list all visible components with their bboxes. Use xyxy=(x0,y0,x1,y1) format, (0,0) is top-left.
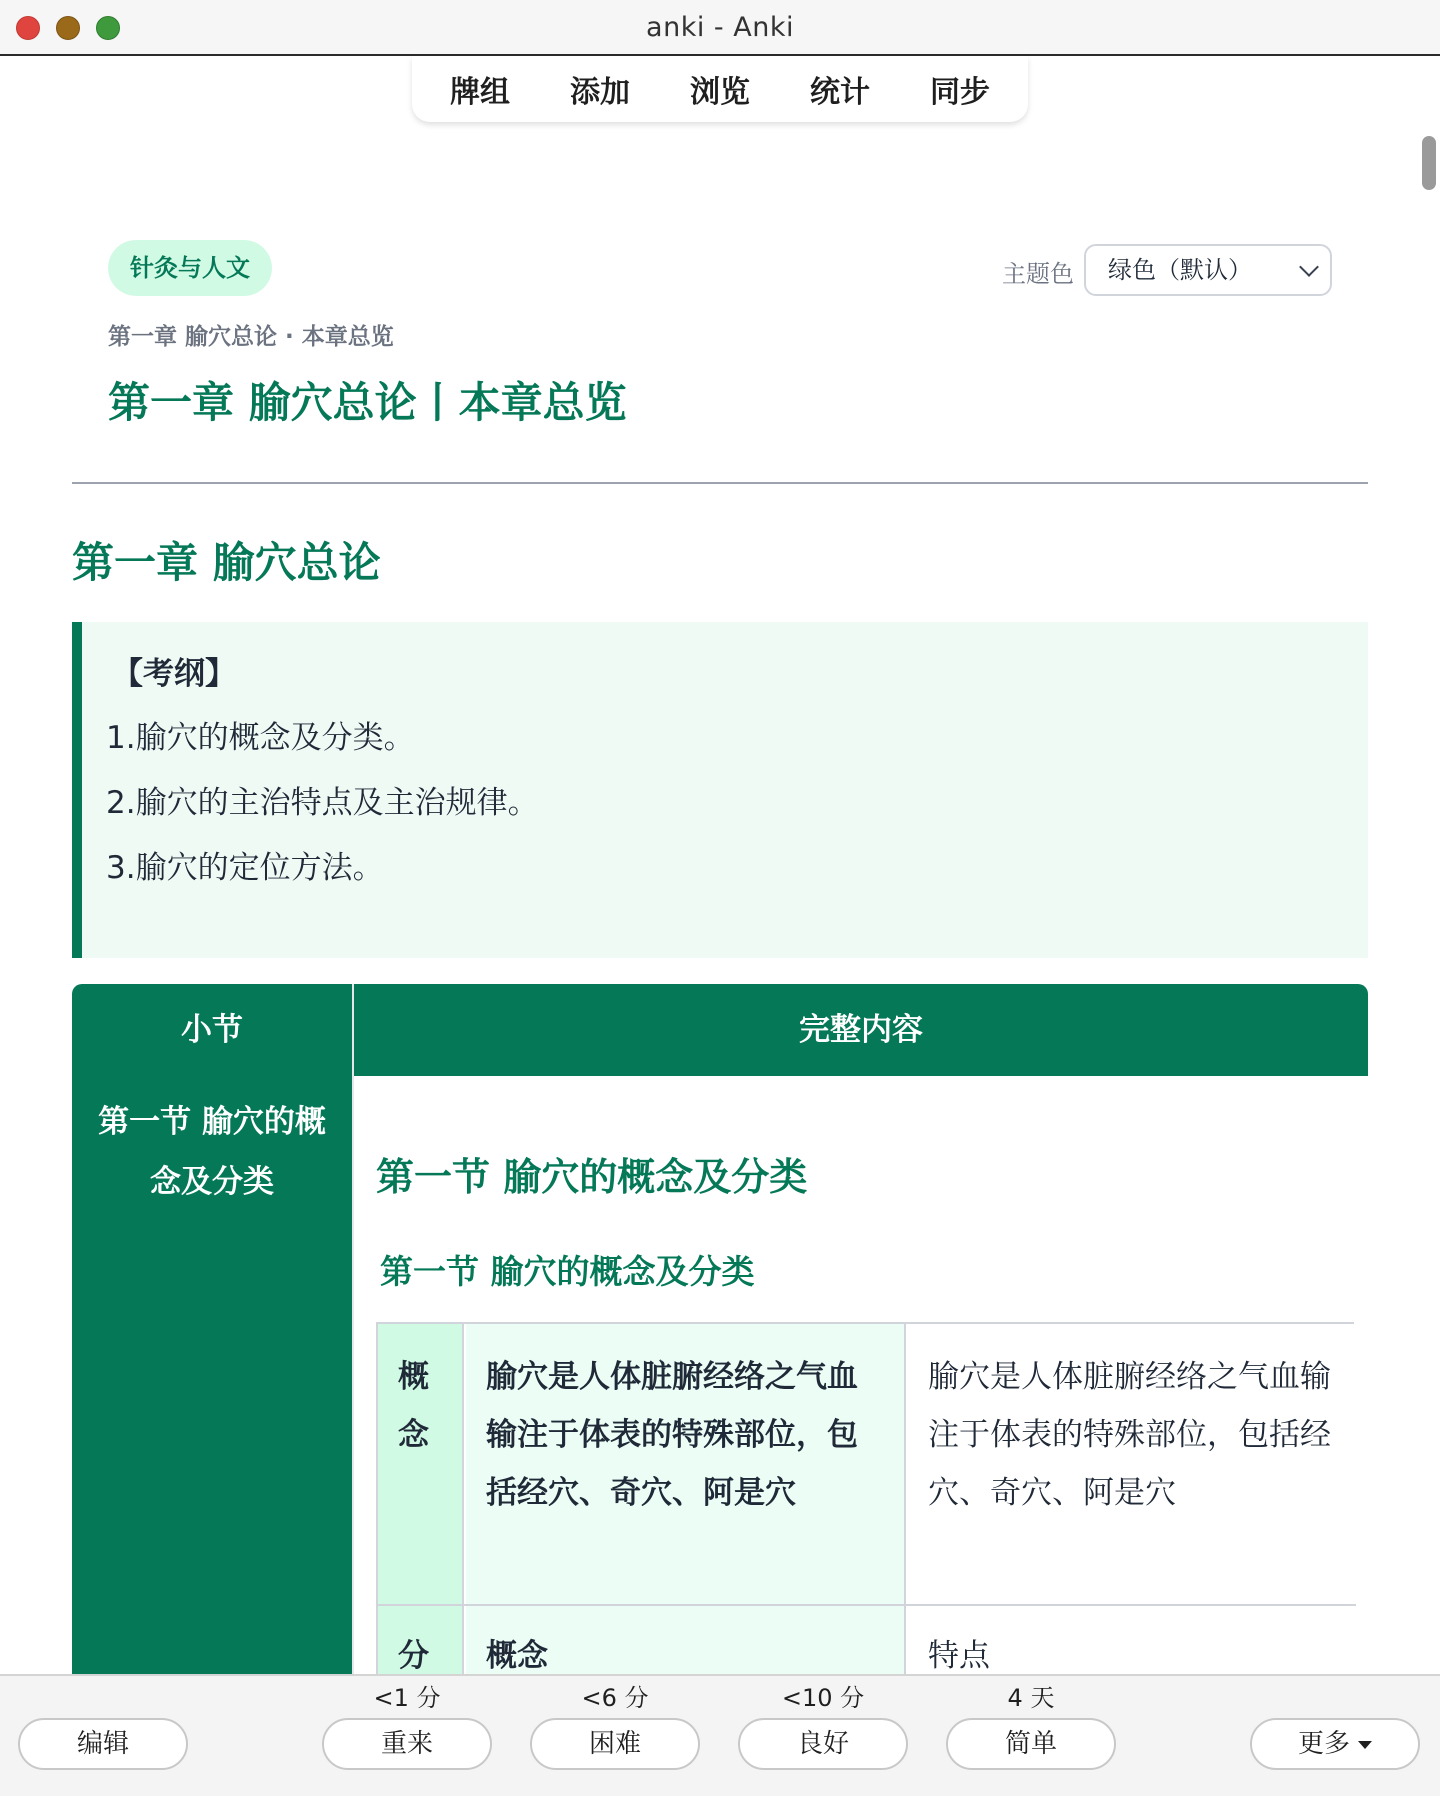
classification-concept-text: 概念 xyxy=(486,1638,548,1674)
edit-button[interactable]: 编辑 xyxy=(18,1718,188,1770)
syllabus-item: 3.腧穴的定位方法。 xyxy=(106,850,384,886)
theme-label: 主题色 xyxy=(1002,260,1074,288)
concept-label: 概念 xyxy=(398,1359,429,1453)
syllabus-item: 1.腧穴的概念及分类。 xyxy=(106,720,415,756)
column-divider xyxy=(352,984,354,1674)
theme-select[interactable] xyxy=(1084,244,1332,296)
content-column-header: 完整内容 xyxy=(354,984,1368,1076)
card-content xyxy=(0,122,1420,1674)
more-button[interactable] xyxy=(1250,1718,1420,1770)
again-interval: <1 分 xyxy=(373,1684,441,1712)
more-button-label: 更多 xyxy=(1297,1729,1350,1759)
again-button[interactable]: 重来 xyxy=(322,1718,492,1770)
window-title: anki - Anki xyxy=(646,12,794,43)
top-navigation xyxy=(412,56,1028,122)
concept-label-cell xyxy=(378,1324,464,1604)
hard-interval: <6 分 xyxy=(581,1684,649,1712)
syllabus-box xyxy=(72,622,1368,958)
classification-feature-cell xyxy=(908,1606,1356,1674)
section-table xyxy=(72,984,1368,1674)
section-name: 第一节 腧穴的概念及分类 xyxy=(98,1104,326,1200)
nav-sync[interactable]: 同步 xyxy=(930,75,990,110)
deck-chip: 针灸与人文 xyxy=(108,240,272,296)
syllabus-heading: 【考纲】 xyxy=(112,656,236,692)
classification-label-cell xyxy=(378,1606,464,1674)
nav-decks[interactable]: 牌组 xyxy=(450,75,510,110)
classification-label: 分 xyxy=(398,1638,429,1674)
divider xyxy=(72,482,1368,484)
window-titlebar xyxy=(0,0,1440,56)
good-button[interactable]: 良好 xyxy=(738,1718,908,1770)
concept-front-cell xyxy=(466,1324,906,1604)
theme-select-value: 绿色（默认） xyxy=(1108,256,1252,284)
section-column xyxy=(72,984,352,1674)
concept-back-cell xyxy=(908,1324,1356,1604)
hard-button[interactable]: 困难 xyxy=(530,1718,700,1770)
section-subheading: 第一节 腧穴的概念及分类 xyxy=(380,1252,755,1291)
page-title: 第一章 腧穴总论丨本章总览 xyxy=(108,378,627,427)
chapter-title: 第一章 腧穴总论 xyxy=(72,538,381,587)
scrollbar-thumb[interactable] xyxy=(1422,136,1436,190)
section-heading: 第一节 腧穴的概念及分类 xyxy=(376,1155,808,1199)
classification-feature-text: 特点 xyxy=(928,1638,990,1674)
caret-down-icon xyxy=(1358,1741,1372,1749)
classification-concept-cell xyxy=(466,1606,906,1674)
good-interval: <10 分 xyxy=(781,1684,865,1712)
concept-back-text: 腧穴是人体脏腑经络之气血输注于体表的特殊部位，包括经穴、奇穴、阿是穴 xyxy=(928,1359,1331,1511)
scrollbar-track[interactable] xyxy=(1420,122,1440,1674)
nav-stats[interactable]: 统计 xyxy=(810,75,870,110)
concept-front-text: 腧穴是人体脏腑经络之气血输注于体表的特殊部位，包括经穴、奇穴、阿是穴 xyxy=(486,1359,858,1511)
answer-bar xyxy=(0,1674,1440,1796)
easy-interval: 4 天 xyxy=(1007,1684,1055,1712)
nav-add[interactable]: 添加 xyxy=(570,75,630,110)
nav-browse[interactable]: 浏览 xyxy=(690,75,750,110)
section-column-header: 小节 xyxy=(181,1012,243,1048)
concept-table xyxy=(376,1322,1354,1674)
chevron-down-icon xyxy=(1299,257,1319,277)
breadcrumb: 第一章 腧穴总论 · 本章总览 xyxy=(108,324,394,350)
syllabus-item: 2.腧穴的主治特点及主治规律。 xyxy=(106,785,539,821)
easy-button[interactable]: 简单 xyxy=(946,1718,1116,1770)
